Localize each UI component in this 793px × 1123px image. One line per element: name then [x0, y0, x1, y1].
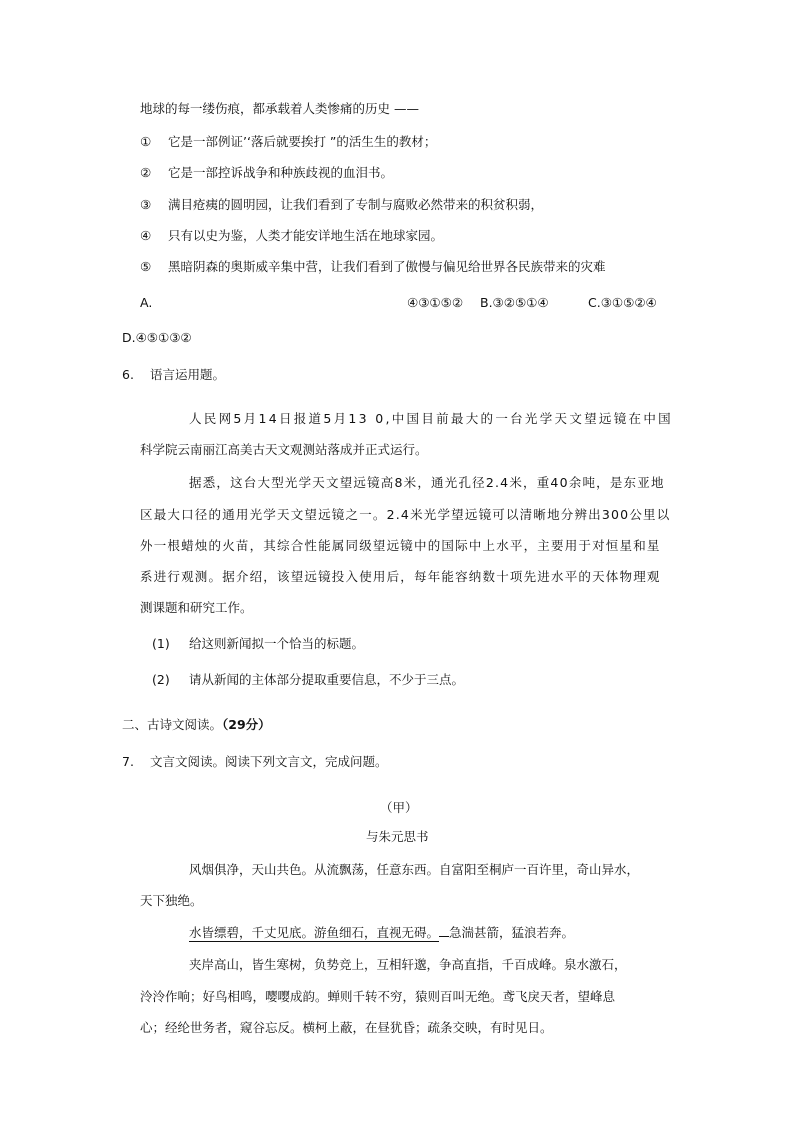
- q5-option-a-label: A.: [140, 295, 153, 310]
- q6-para2-line2: 区最大口径的通用光学天文望远镜之一。2.4米光学望远镜可以清晰地分辨出300公里以: [140, 507, 671, 522]
- q7-p2-rest: 急湍甚箭，猛浪若奔。: [449, 925, 575, 940]
- q5-item-4: [140, 228, 443, 244]
- q5-item-3: [140, 197, 543, 213]
- q6-para2-line4: 系进行观测。据介绍，该望远镜投入使用后，每年能容纳数十项先进水平的天体物理观: [140, 569, 661, 584]
- q5-item-1-num: ①: [140, 134, 152, 149]
- q7-number: 7.: [122, 754, 134, 769]
- q7-title: 文言文阅读。阅读下列文言文，完成问题。: [150, 754, 388, 769]
- q7-p2-underlined-2: 游鱼细石，直视无碍。: [314, 925, 440, 940]
- q6-para1-line2: 科学院云南丽江高美古天文观测站落成并正式运行。: [140, 442, 428, 457]
- q6-para2-line5: 测课题和研究工作。: [140, 600, 253, 615]
- q5-item-3-text: 满目疮痍的圆明园，让我们看到了专制与腐败必然带来的积贫积弱，: [168, 197, 544, 212]
- q6-title: 语言运用题。: [150, 367, 226, 382]
- q7-part-label: （甲）: [380, 800, 418, 815]
- section2-heading: [122, 717, 271, 733]
- q6-para2-line3: 外一根蜡烛的火苗，其综合性能属同级望远镜中的国际中上水平，主要用于对恒星和星: [140, 538, 661, 553]
- q7-p3-line2: 泠泠作响；好鸟相鸣，嘤嘤成韵。蝉则千转不穷，猿则百叫无绝。鸢飞戾天者，望峰息: [140, 989, 616, 1004]
- q5-option-b: B.③②⑤①④: [480, 295, 549, 310]
- q6-sub1-text: 给这则新闻拟一个恰当的标题。: [189, 636, 365, 651]
- q7-p3-line1: 夹岸高山，皆生寒树，负势竞上，互相轩邈，争高直指，千百成峰。泉水激石，: [189, 957, 627, 972]
- q6-sub2-text: 请从新闻的主体部分提取重要信息，不少于三点。: [189, 672, 465, 687]
- q7-passage-title: 与朱元思书: [366, 829, 429, 844]
- q5-item-1-text: 它是一部例证’‘落后就要挨打 ”的活生生的教材；: [168, 134, 437, 149]
- section2-title: 二、古诗文阅读。: [122, 717, 223, 732]
- q6-para1-line1: 人民网5月14日报道5月13 0,中国目前最大的一台光学天文望远镜在中国: [189, 411, 673, 426]
- q6-number: 6.: [122, 367, 134, 382]
- q7-p1-line1: 风烟俱净，天山共色。从流飘荡，任意东西。自富阳至桐庐一百许里，奇山异水，: [189, 862, 640, 877]
- q5-item-2-num: ②: [140, 165, 152, 180]
- q5-option-d: D.④⑤①③②: [122, 330, 192, 345]
- q6-sub2: [152, 672, 464, 688]
- q5-item-4-text: 只有以史为鉴，人类才能安详地生活在地球家园。: [168, 228, 444, 243]
- q6-sub1: [152, 636, 364, 652]
- q5-item-5-text: 黑暗阴森的奥斯威辛集中营，让我们看到了傲慢与偏见给世界各民族带来的灾难: [168, 259, 606, 274]
- q7-p2-underline-gap: [439, 935, 449, 937]
- q7-p2-underlined-1: 水皆缥碧，千丈见底。: [189, 925, 315, 940]
- q5-item-4-num: ④: [140, 228, 152, 243]
- q5-item-2-text: 它是一部控诉战争和种族歧视的血泪书。: [168, 165, 394, 180]
- q5-item-1: [140, 134, 436, 150]
- q7-p1-line2: 天下独绝。: [140, 893, 203, 908]
- q6-sub1-num: (1): [152, 636, 170, 651]
- q5-item-5: [140, 259, 606, 275]
- q5-option-c: C.③①⑤②④: [588, 295, 657, 310]
- q7-p2: [189, 925, 574, 941]
- q6-para2-line1: 据悉，这台大型光学天文望远镜高8米，通光孔径2.4米，重40余吨，是东亚地: [189, 475, 665, 490]
- q5-option-a-value: ④③①⑤②: [407, 295, 464, 310]
- q5-item-5-num: ⑤: [140, 259, 152, 274]
- q5-item-3-num: ③: [140, 197, 152, 212]
- q6-sub2-num: (2): [152, 672, 170, 687]
- q5-item-2: [140, 165, 393, 181]
- section2-score: （29分）: [222, 717, 271, 732]
- q5-stem: 地球的每一缕伤痕，都承载着人类惨痛的历史 ——: [140, 101, 419, 116]
- q7-p3-line3: 心；经纶世务者，窥谷忘反。横柯上蔽，在昼犹昏；疏条交映，有时见日。: [140, 1020, 553, 1035]
